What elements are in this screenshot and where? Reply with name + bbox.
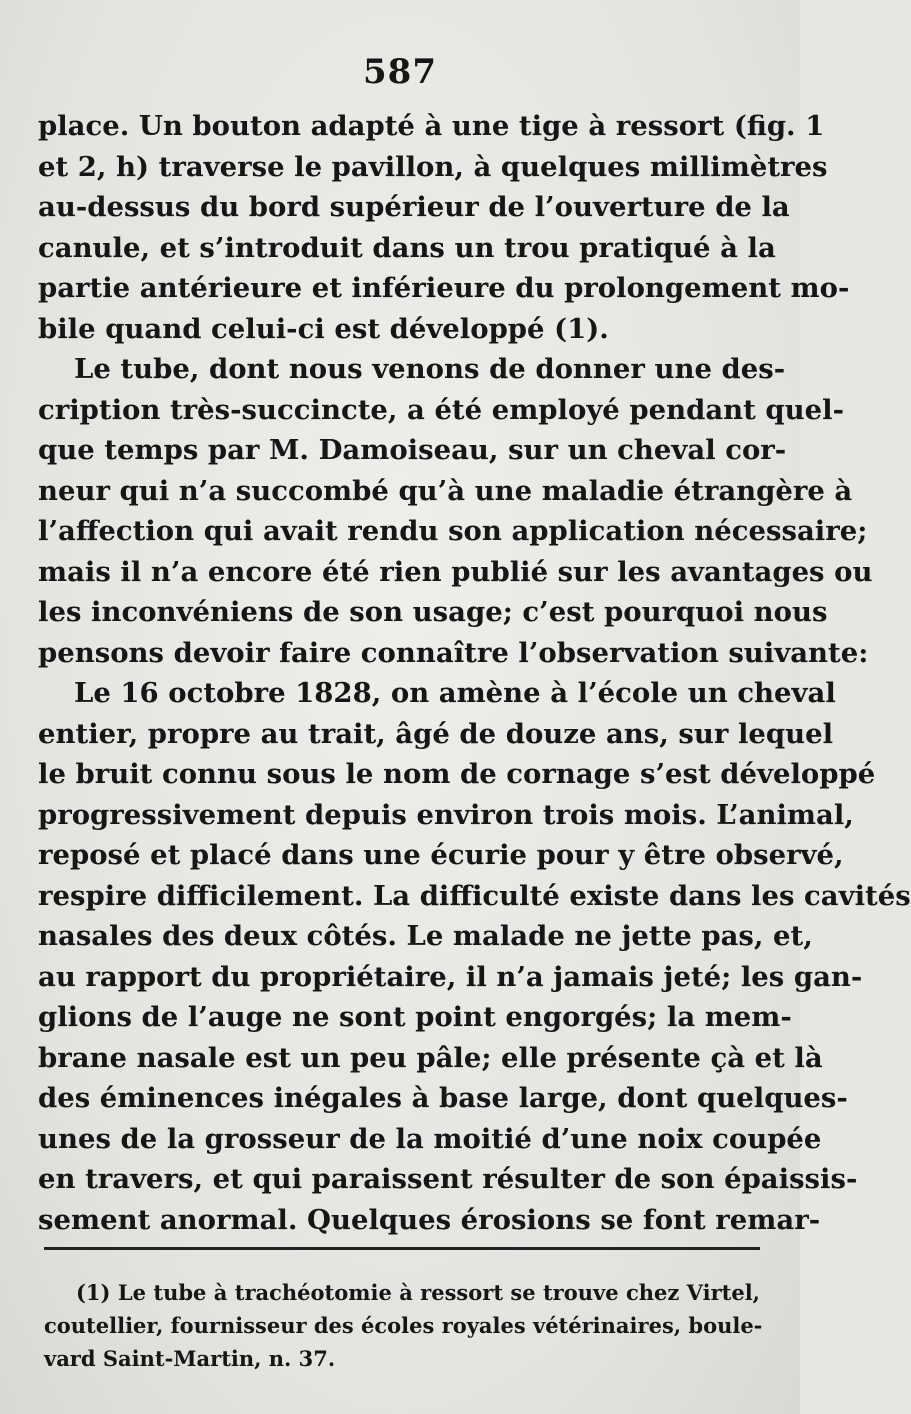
text-line: en travers, et qui paraissent résulter de son épaissis-	[38, 1163, 858, 1195]
text-line: respire difficilement. La difficulté existe dans les cavités	[38, 879, 911, 912]
text-line: le bruit connu sous le nom de cornage s’est développé	[38, 758, 876, 790]
text-line: Le 16 octobre 1828, on amène à l’école un cheval	[74, 677, 836, 709]
text-line: des éminences inégales à base large, dont quelques-	[38, 1082, 848, 1114]
text-line: partie antérieure et inférieure du prolongement mo-	[38, 272, 850, 304]
text-line: cription très-succincte, a été employé pendant quel-	[38, 393, 844, 426]
body-text	[38, 106, 911, 1240]
page-number: 587	[363, 52, 437, 92]
footnote-line: coutellier, fournisseur des écoles royales vétérinaires, boule-	[44, 1313, 763, 1338]
text-line: mais il n’a encore été rien publié sur les avantages ou	[38, 555, 873, 588]
text-line: au-dessus du bord supérieur de l’ouverture de la	[38, 191, 790, 223]
text-line: bile quand celui-ci est développé (1).	[38, 312, 609, 345]
text-line: l’affection qui avait rendu son application nécessaire;	[38, 515, 868, 547]
text-line: glions de l’auge ne sont point engorgés; la mem-	[38, 1001, 792, 1033]
text-line: neur qui n’a succombé qu’à une maladie étrangère à	[38, 474, 853, 507]
text-line: unes de la grosseur de la moitié d’une noix coupée	[38, 1122, 822, 1155]
text-line: nasales des deux côtés. Le malade ne jette pas, et,	[38, 920, 813, 952]
text-line: les inconvéniens de son usage; c’est pourquoi nous	[38, 596, 828, 628]
text-line: sement anormal. Quelques érosions se font remar-	[38, 1203, 821, 1236]
footnote-divider	[44, 1247, 760, 1250]
text-line: reposé et placé dans une écurie pour y être observé,	[38, 839, 844, 871]
text-line: que temps par M. Damoiseau, sur un cheval cor-	[38, 434, 787, 466]
text-line: brane nasale est un peu pâle; elle présente çà et là	[38, 1041, 823, 1074]
footnote-line: vard Saint-Martin, n. 37.	[44, 1346, 336, 1371]
text-line: place. Un bouton adapté à une tige à ressort (fig. 1	[38, 110, 825, 142]
text-line: canule, et s’introduit dans un trou pratiqué à la	[38, 231, 776, 264]
footnote	[44, 1276, 763, 1375]
text-line: pensons devoir faire connaître l’observation suivante:	[38, 636, 869, 669]
text-line: entier, propre au trait, âgé de douze ans, sur lequel	[38, 717, 834, 750]
text-line: au rapport du propriétaire, il n’a jamais jeté; les gan-	[38, 960, 863, 993]
text-line: progressivement depuis environ trois mois. L’animal,	[38, 798, 854, 831]
footnote-line: (1) Le tube à trachéotomie à ressort se trouve chez Virtel,	[76, 1280, 760, 1305]
text-line: et 2, h) traverse le pavillon, à quelques millimètres	[38, 150, 828, 183]
text-line: Le tube, dont nous venons de donner une des-	[74, 353, 786, 385]
